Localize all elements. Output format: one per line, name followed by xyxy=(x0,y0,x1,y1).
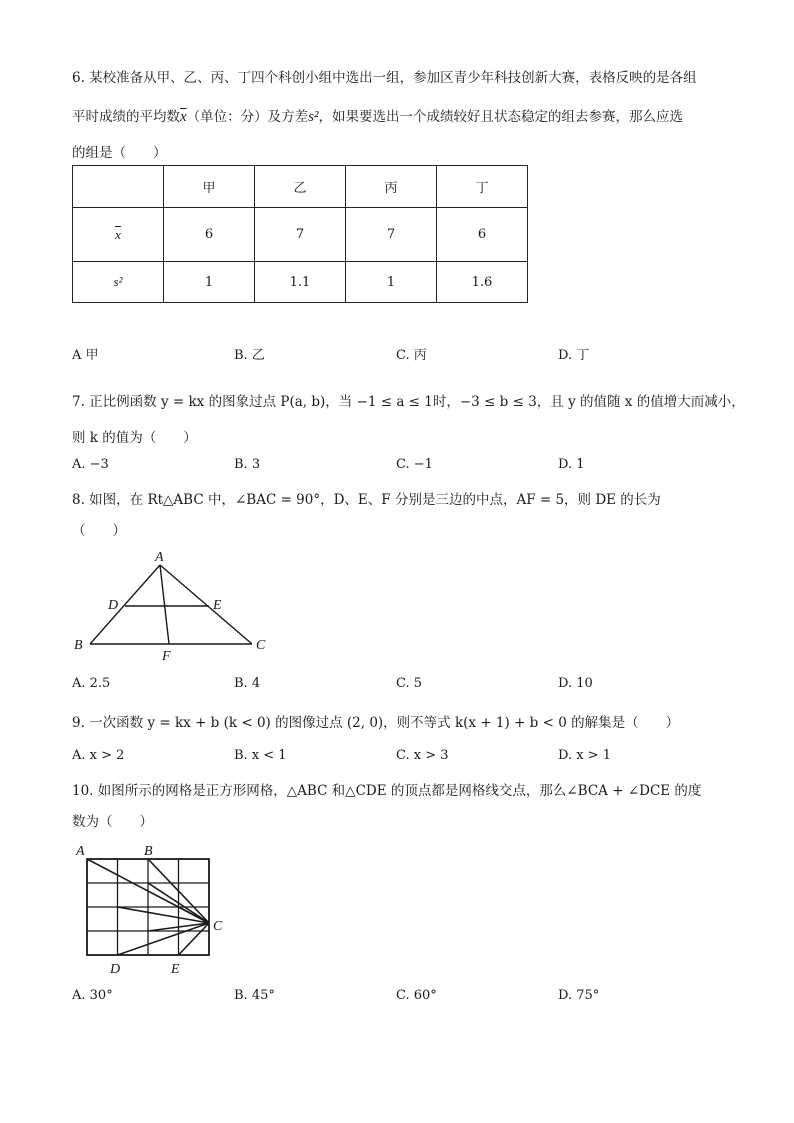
label-e: E xyxy=(213,598,222,613)
q7-option-b[interactable]: B. 3 xyxy=(234,457,261,472)
label-f: F xyxy=(162,649,171,664)
q9-option-d[interactable]: D. x > 1 xyxy=(558,748,611,763)
label-b: B xyxy=(74,638,83,653)
label-c: C xyxy=(256,638,266,653)
q10-line1: 10. 如图所示的网格是正方形网格，△ABC 和△CDE 的顶点都是网格线交点，那么∠BCA + ∠DCE 的度 xyxy=(72,783,702,799)
table-header-cell: 乙 xyxy=(255,166,346,208)
q7-option-d[interactable]: D. 1 xyxy=(558,457,585,472)
q10-option-c[interactable]: C. 60° xyxy=(396,988,437,1003)
table-cell: 1.6 xyxy=(437,262,528,303)
label-c: C xyxy=(213,919,223,934)
table-header-cell xyxy=(73,166,164,208)
q8-line1: 8. 如图，在 Rt△ABC 中，∠BAC = 90°，D、E、F 分别是三边的中点，AF = 5，则 DE 的长为 xyxy=(72,492,661,508)
label-d: D xyxy=(110,962,121,977)
q9-option-a[interactable]: A. x > 2 xyxy=(72,748,125,763)
label-a: A xyxy=(155,550,164,565)
variance-symbol: s² xyxy=(308,109,319,125)
q9-option-b[interactable]: B. x < 1 xyxy=(234,748,287,763)
q8-option-a[interactable]: A. 2.5 xyxy=(72,676,111,691)
q8-option-d[interactable]: D. 10 xyxy=(558,676,593,691)
q7-line1: 7. 正比例函数 y = kx 的图象过点 P(a, b)，当 −1 ≤ a ≤ 1时，−3 ≤ b ≤ 3，且 y 的值随 x 的值增大而减小， xyxy=(72,394,745,410)
q6-line2-c: ，如果要选出一个成绩较好且状态稳定的组去参赛，那么应选 xyxy=(318,109,684,125)
q10-line2: 数为（ ） xyxy=(72,814,153,830)
q6-line2 xyxy=(72,105,683,126)
q6-option-a[interactable]: A 甲 xyxy=(72,348,99,363)
table-header-cell: 甲 xyxy=(164,166,255,208)
segment-af xyxy=(160,565,169,644)
table-header-cell: 丁 xyxy=(437,166,528,208)
table-row-variance xyxy=(73,262,528,303)
table-row-mean xyxy=(73,208,528,262)
q6-line3: 的组是（ ） xyxy=(72,145,167,161)
q7-line2: 则 k 的值为（ ） xyxy=(72,430,197,446)
label-a: A xyxy=(76,844,85,859)
q6-option-c[interactable]: C. 丙 xyxy=(396,348,427,363)
q6-line1: 6. 某校准备从甲、乙、丙、丁四个科创小组中选出一组，参加区青少年科技创新大赛，表格反映的是各组 xyxy=(72,70,697,86)
q9-line1: 9. 一次函数 y = kx + b (k < 0) 的图像过点 (2, 0)，则不等式 k(x + 1) + b < 0 的解集是（ ） xyxy=(72,715,680,731)
label-b: B xyxy=(144,844,153,859)
variance-row-label: s² xyxy=(73,262,164,303)
mean-row-label: $\overline{x}$ xyxy=(73,208,164,262)
q6-option-d[interactable]: D. 丁 xyxy=(558,348,590,363)
q9-option-c[interactable]: C. x > 3 xyxy=(396,748,449,763)
triangle-figure xyxy=(70,545,280,665)
q10-option-b[interactable]: B. 45° xyxy=(234,988,275,1003)
table-cell: 7 xyxy=(255,208,346,262)
q6-option-b[interactable]: B. 乙 xyxy=(234,348,265,363)
q7-option-a[interactable]: A. −3 xyxy=(72,457,109,472)
table-cell: 1 xyxy=(164,262,255,303)
square-grid xyxy=(87,859,209,955)
side-ab xyxy=(90,565,160,644)
label-d: D xyxy=(108,598,119,613)
q8-option-b[interactable]: B. 4 xyxy=(234,676,261,691)
q7-option-c[interactable]: C. −1 xyxy=(396,457,433,472)
q8-line2: （ ） xyxy=(72,523,126,539)
grid-figure xyxy=(70,840,240,980)
q10-option-a[interactable]: A. 30° xyxy=(72,988,113,1003)
q6-line2-a: 平时成绩的平均数 xyxy=(72,109,180,125)
table-header-cell: 丙 xyxy=(346,166,437,208)
score-table xyxy=(72,165,528,303)
side-ac xyxy=(160,565,252,644)
q6-line2-b: （单位：分）及方差 xyxy=(186,109,309,125)
table-cell: 6 xyxy=(164,208,255,262)
mean-symbol: $\overline{x}$ xyxy=(180,109,187,125)
table-cell: 1.1 xyxy=(255,262,346,303)
q8-option-c[interactable]: C. 5 xyxy=(396,676,423,691)
table-cell: 6 xyxy=(437,208,528,262)
table-cell: 7 xyxy=(346,208,437,262)
table-header-row xyxy=(73,166,528,208)
label-e: E xyxy=(171,962,180,977)
q10-option-d[interactable]: D. 75° xyxy=(558,988,600,1003)
table-cell: 1 xyxy=(346,262,437,303)
